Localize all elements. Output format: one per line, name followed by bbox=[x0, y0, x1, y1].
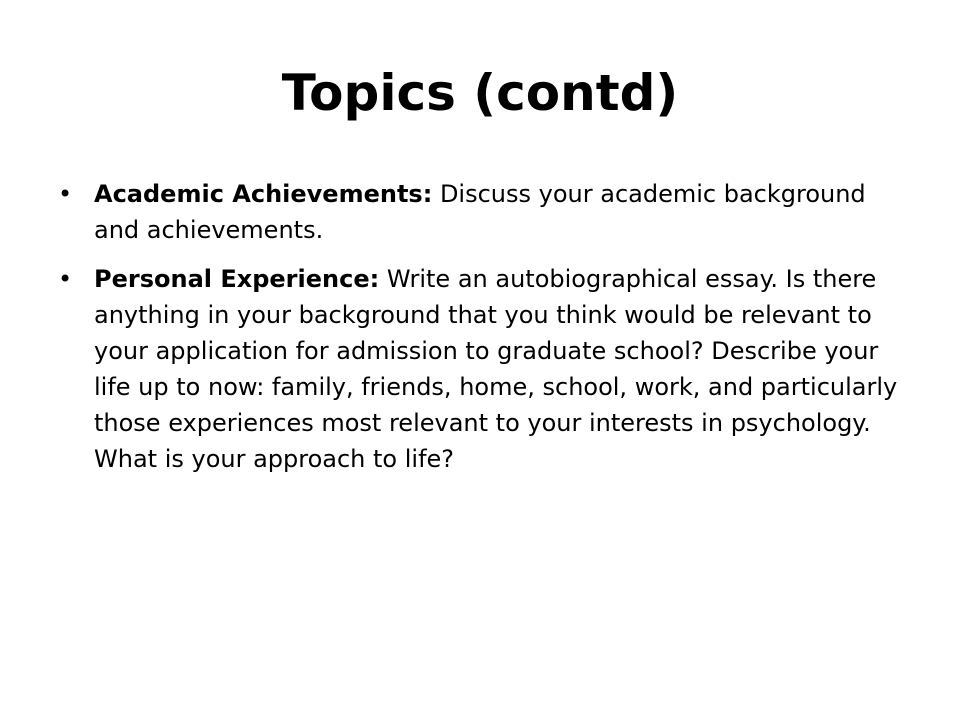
bullet-item-personal-experience bbox=[58, 261, 914, 477]
bullet-item-academic-achievements bbox=[58, 176, 914, 248]
bullet-text: Discuss your academic background and achievements. bbox=[94, 180, 866, 244]
bullet-lead: Academic Achievements: bbox=[94, 180, 433, 208]
bullet-text: Write an autobiographical essay. Is there anything in your background that you think would be relevant to your application for admission to graduate school? Describe your life up to now: family, friends, home, school, work, and particularly those experiences most relevant to your interests in psychology. What is your approach to life? bbox=[94, 265, 898, 473]
bullet-lead: Personal Experience: bbox=[94, 265, 380, 293]
slide-title: Topics (contd) bbox=[281, 64, 679, 122]
bullet-dot-icon: • bbox=[58, 180, 73, 208]
bullet-dot-icon: • bbox=[58, 265, 73, 293]
bullet-list bbox=[58, 176, 914, 490]
